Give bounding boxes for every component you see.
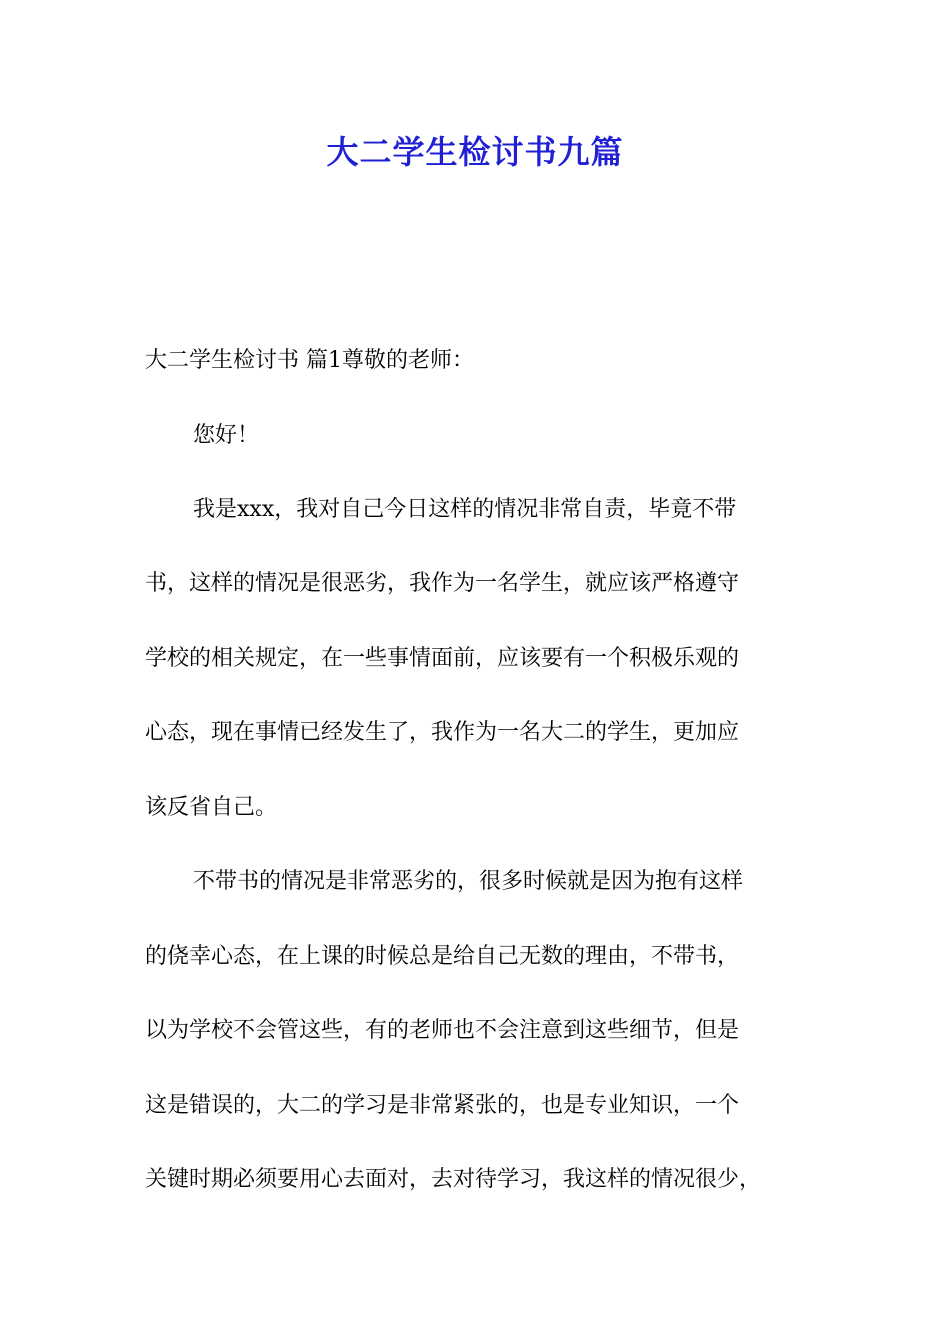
paragraph-line: 书，这样的情况是很恶劣，我作为一名学生，就应该严格遵守 bbox=[145, 571, 740, 596]
paragraph-line: 心态，现在事情已经发生了，我作为一名大二的学生，更加应 bbox=[145, 720, 740, 745]
paragraph-line: 我是xxx，我对自己今日这样的情况非常自责，毕竟不带 bbox=[193, 497, 737, 522]
heading-line: 大二学生检讨书 篇1尊敬的老师： bbox=[145, 348, 474, 373]
document-title: 大二学生检讨书九篇 bbox=[326, 133, 624, 171]
paragraph-line: 关键时期必须要用心去面对，去对待学习，我这样的情况很少， bbox=[145, 1167, 762, 1192]
paragraph-line: 该反省自己。 bbox=[145, 795, 278, 820]
paragraph-line: 学校的相关规定，在一些事情面前，应该要有一个积极乐观的 bbox=[145, 646, 740, 671]
paragraph-line: 这是错误的，大二的学习是非常紧张的，也是专业知识，一个 bbox=[145, 1093, 740, 1118]
greeting-line: 您好！ bbox=[193, 423, 260, 448]
paragraph-line: 以为学校不会管这些，有的老师也不会注意到这些细节，但是 bbox=[145, 1018, 740, 1043]
paragraph-line: 的侥幸心态，在上课的时候总是给自己无数的理由，不带书， bbox=[145, 944, 740, 969]
paragraph-line: 不带书的情况是非常恶劣的，很多时候就是因为抱有这样 bbox=[193, 869, 744, 894]
